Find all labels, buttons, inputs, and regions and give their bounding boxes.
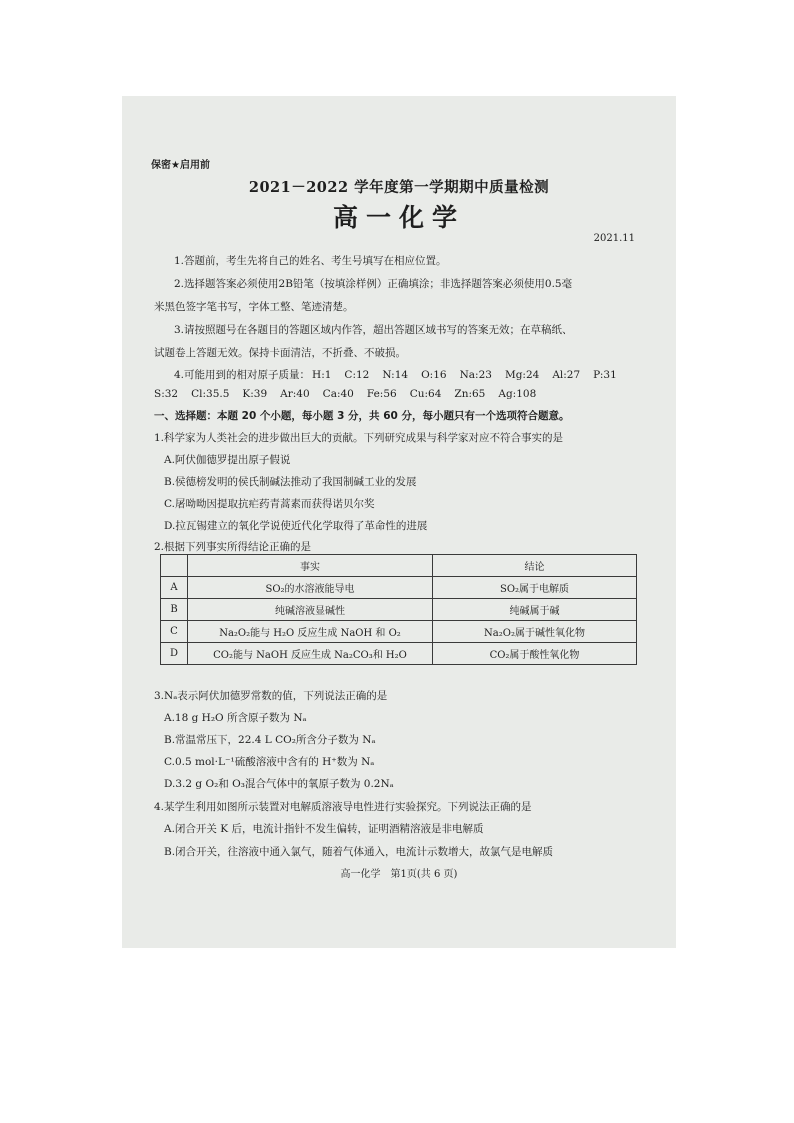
- subject-title: 高一化学: [332, 203, 465, 232]
- atomic-mass: Mg:24: [504, 369, 540, 381]
- atomic-mass: Al:27: [552, 369, 581, 381]
- question-3-option-c: C.0.5 mol·L⁻¹硫酸溶液中含有的 H⁺数为 Nₐ: [164, 756, 375, 768]
- instruction-4: 4.可能用到的相对原子质量：: [174, 369, 311, 381]
- atomic-mass: S:32: [154, 388, 179, 400]
- question-3-option-a: A.18 g H₂O 所含原子数为 Nₐ: [164, 712, 307, 724]
- section-title: 一、选择题：本题 20 个小题，每小题 3 分，共 60 分，每小题只有一个选项符合题意。: [154, 410, 570, 422]
- table-row: [161, 599, 637, 621]
- exam-date: 2021.11: [593, 233, 635, 244]
- atomic-mass-row-1: [174, 367, 617, 382]
- question-4-option-b: B.闭合开关，往溶液中通入氯气，随着气体通入，电流计示数增大，故氯气是电解质: [164, 846, 554, 858]
- instruction-3: 3.请按照题号在各题目的答题区域内作答，超出答题区域书写的答案无效；在草稿纸、: [174, 324, 573, 336]
- instruction-1: 1.答题前，考生先将自己的姓名、考生号填写在相应位置。: [174, 255, 447, 267]
- instruction-2: 2.选择题答案必须使用2B铅笔（按填涂样例）正确填涂；非选择题答案必须使用0.5毫: [174, 278, 573, 290]
- table-cell: D: [161, 643, 188, 665]
- table-cell: Na₂O₂属于碱性氧化物: [433, 621, 637, 643]
- question-1-option-c: C.屠呦呦因提取抗疟药青蒿素而获得诺贝尔奖: [164, 498, 375, 510]
- table-cell: C: [161, 621, 188, 643]
- atomic-mass: Fe:56: [366, 388, 397, 400]
- table-cell: B: [161, 599, 188, 621]
- secret-label: 保密★启用前: [151, 160, 210, 171]
- question-3-option-d: D.3.2 g O₂和 O₃混合气体中的氧原子数为 0.2Nₐ: [164, 778, 394, 790]
- atomic-mass: N:14: [382, 369, 409, 381]
- atomic-mass: Ag:108: [498, 388, 537, 400]
- question-3-option-b: B.常温常压下，22.4 L CO₂所含分子数为 Nₐ: [164, 734, 376, 746]
- exam-title: 2021－2022 学年度第一学期期中质量检测: [248, 179, 550, 196]
- question-4-stem: 4.某学生利用如图所示装置对电解质溶液导电性进行实验探究。下列说法正确的是: [154, 801, 532, 813]
- atomic-mass: Cl:35.5: [191, 388, 230, 400]
- table-header-row: [161, 555, 637, 577]
- table-cell: Na₂O₂能与 H₂O 反应生成 NaOH 和 O₂: [188, 621, 433, 643]
- atomic-mass: Cu:64: [409, 388, 442, 400]
- atomic-mass: O:16: [421, 369, 447, 381]
- exam-page: [122, 96, 676, 948]
- table-header: 事实: [188, 555, 433, 577]
- question-1-stem: 1.科学家为人类社会的进步做出巨大的贡献。下列研究成果与科学家对应不符合事实的是: [154, 432, 564, 444]
- atomic-mass: C:12: [344, 369, 370, 381]
- table-cell: 纯碱溶液显碱性: [188, 599, 433, 621]
- question-1-option-a: A.阿伏伽德罗提出原子假说: [164, 454, 291, 466]
- question-1-option-b: B.侯德榜发明的侯氏制碱法推动了我国制碱工业的发展: [164, 476, 417, 488]
- question-3-stem: 3.Nₐ表示阿伏加德罗常数的值，下列说法正确的是: [154, 690, 388, 702]
- table-row: [161, 577, 637, 599]
- atomic-mass-row-2: [154, 388, 536, 400]
- table-header: 结论: [433, 555, 637, 577]
- question-2-table: [160, 554, 637, 665]
- atomic-mass: Ca:40: [322, 388, 354, 400]
- table-cell: CO₂能与 NaOH 反应生成 Na₂CO₃和 H₂O: [188, 643, 433, 665]
- atomic-mass: H:1: [312, 369, 332, 381]
- instruction-2-cont: 米黑色签字笔书写，字体工整、笔迹清楚。: [154, 301, 354, 313]
- table-cell: SO₂的水溶液能导电: [188, 577, 433, 599]
- atomic-mass: K:39: [242, 388, 268, 400]
- question-4-option-a: A.闭合开关 K 后，电流计指针不发生偏转，证明酒精溶液是非电解质: [164, 823, 484, 835]
- atomic-mass: Zn:65: [454, 388, 486, 400]
- table-cell: A: [161, 577, 188, 599]
- atomic-mass: P:31: [593, 369, 617, 381]
- atomic-mass: Na:23: [459, 369, 492, 381]
- question-2-stem: 2.根据下列事实所得结论正确的是: [154, 541, 312, 553]
- page-footer: 高一化学 第1页(共 6 页): [340, 869, 458, 880]
- question-1-option-d: D.拉瓦锡建立的氧化学说使近代化学取得了革命性的进展: [164, 520, 428, 532]
- table-cell: 纯碱属于碱: [433, 599, 637, 621]
- table-cell: CO₂属于酸性氧化物: [433, 643, 637, 665]
- table-header: [161, 555, 188, 577]
- atomic-mass: Ar:40: [280, 388, 310, 400]
- table-row: [161, 643, 637, 665]
- table-cell: SO₂属于电解质: [433, 577, 637, 599]
- instruction-3-cont: 试题卷上答题无效。保持卡面清洁，不折叠、不破损。: [154, 347, 406, 359]
- table-row: [161, 621, 637, 643]
